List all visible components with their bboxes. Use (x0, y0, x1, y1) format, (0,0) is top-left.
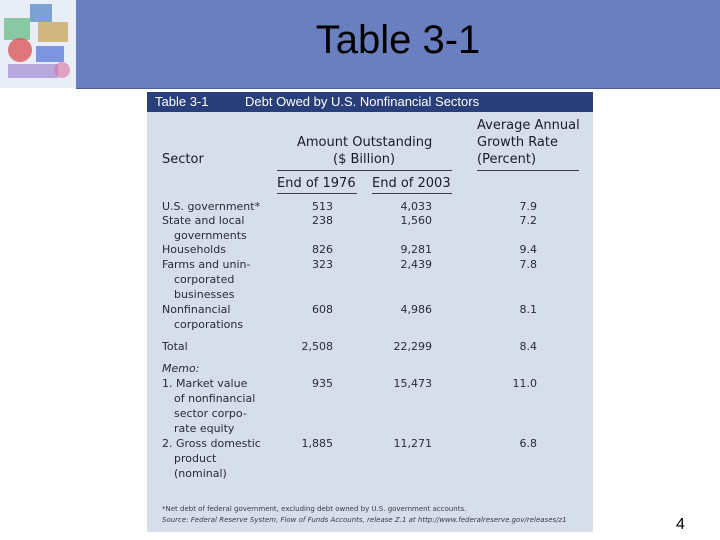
table-row-2003: 1,560 (400, 214, 432, 227)
table-row-1976: 826 (312, 243, 333, 256)
table-row-sector-cont: sector corpo- (174, 407, 247, 420)
table-row-sector: U.S. government* (162, 200, 261, 213)
data-table (147, 92, 593, 532)
table-title-bar (147, 92, 593, 112)
corner-decoration-image (0, 0, 76, 88)
table-row-sector-cont: of nonfinancial (174, 392, 256, 405)
table-row-growth: 7.8 (519, 258, 537, 271)
header-rule-growth (477, 170, 579, 171)
header-amount-line1: Amount Outstanding (297, 135, 433, 150)
table-source: Source: Federal Reserve System, Flow of Funds Accounts, release Z.1 at http://www.federalreserve.gov/releases/z1 (162, 516, 567, 524)
table-row-1976: 935 (312, 377, 333, 390)
table-row-sector-cont: (nominal) (174, 467, 227, 480)
header-growth-line1: Average Annual (477, 118, 580, 133)
table-row-sector-cont: businesses (174, 288, 235, 301)
table-row-sector: Total (162, 340, 188, 353)
table-row-growth: 7.9 (519, 200, 537, 213)
table-row-2003: 4,986 (400, 303, 432, 316)
table-row-sector-cont: corporations (174, 318, 244, 331)
table-row-growth: 7.2 (519, 214, 537, 227)
table-row-2003: 22,299 (393, 340, 432, 353)
table-row-2003: 4,033 (400, 200, 432, 213)
table-row-growth: 9.4 (519, 243, 537, 256)
table-row-sector: 1. Market value (162, 377, 248, 390)
header-end-1976: End of 1976 (277, 176, 356, 191)
table-label: Table 3-1 (155, 94, 209, 109)
table-row-sector-cont: governments (174, 229, 247, 242)
table-row-2003: 9,281 (400, 243, 432, 256)
table-row-growth: 11.0 (512, 377, 537, 390)
header-end-2003: End of 2003 (372, 176, 451, 191)
header-rule-1976 (277, 193, 357, 194)
slide-title: Table 3-1 (315, 18, 481, 62)
table-row-sector: Households (162, 243, 226, 256)
table-row-growth: 8.4 (519, 340, 537, 353)
header-rule-2003 (372, 193, 452, 194)
table-row-sector: Farms and unin- (162, 258, 251, 271)
table-footnote: *Net debt of federal government, excluding debt owned by U.S. government accounts. (162, 505, 467, 513)
table-row-growth: 6.8 (519, 437, 537, 450)
table-row-sector-cont: product (174, 452, 217, 465)
table-row-2003: 2,439 (400, 258, 432, 271)
table-row-sector: Nonfinancial (162, 303, 231, 316)
header-amount-line2: ($ Billion) (333, 152, 396, 167)
table-row-1976: 1,885 (301, 437, 333, 450)
header-sector: Sector (162, 152, 204, 167)
table-row-sector-cont: corporated (174, 273, 235, 286)
memo-label: Memo: (162, 362, 200, 375)
table-row-growth: 8.1 (519, 303, 537, 316)
table-row-1976: 238 (312, 214, 333, 227)
table-row-1976: 608 (312, 303, 333, 316)
slide-header (76, 0, 720, 89)
table-row-2003: 11,271 (393, 437, 432, 450)
table-row-sector: 2. Gross domestic (162, 437, 261, 450)
header-rule-amount (277, 170, 452, 171)
table-row-sector: State and local (162, 214, 245, 227)
page-number: 4 (676, 516, 685, 533)
table-row-1976: 2,508 (301, 340, 333, 353)
header-growth-line3: (Percent) (477, 152, 537, 167)
table-row-2003: 15,473 (393, 377, 432, 390)
table-row-1976: 323 (312, 258, 333, 271)
header-growth-line2: Growth Rate (477, 135, 558, 150)
table-caption: Debt Owed by U.S. Nonfinancial Sectors (245, 94, 480, 109)
table-row-1976: 513 (312, 200, 333, 213)
table-row-sector-cont: rate equity (174, 422, 235, 435)
